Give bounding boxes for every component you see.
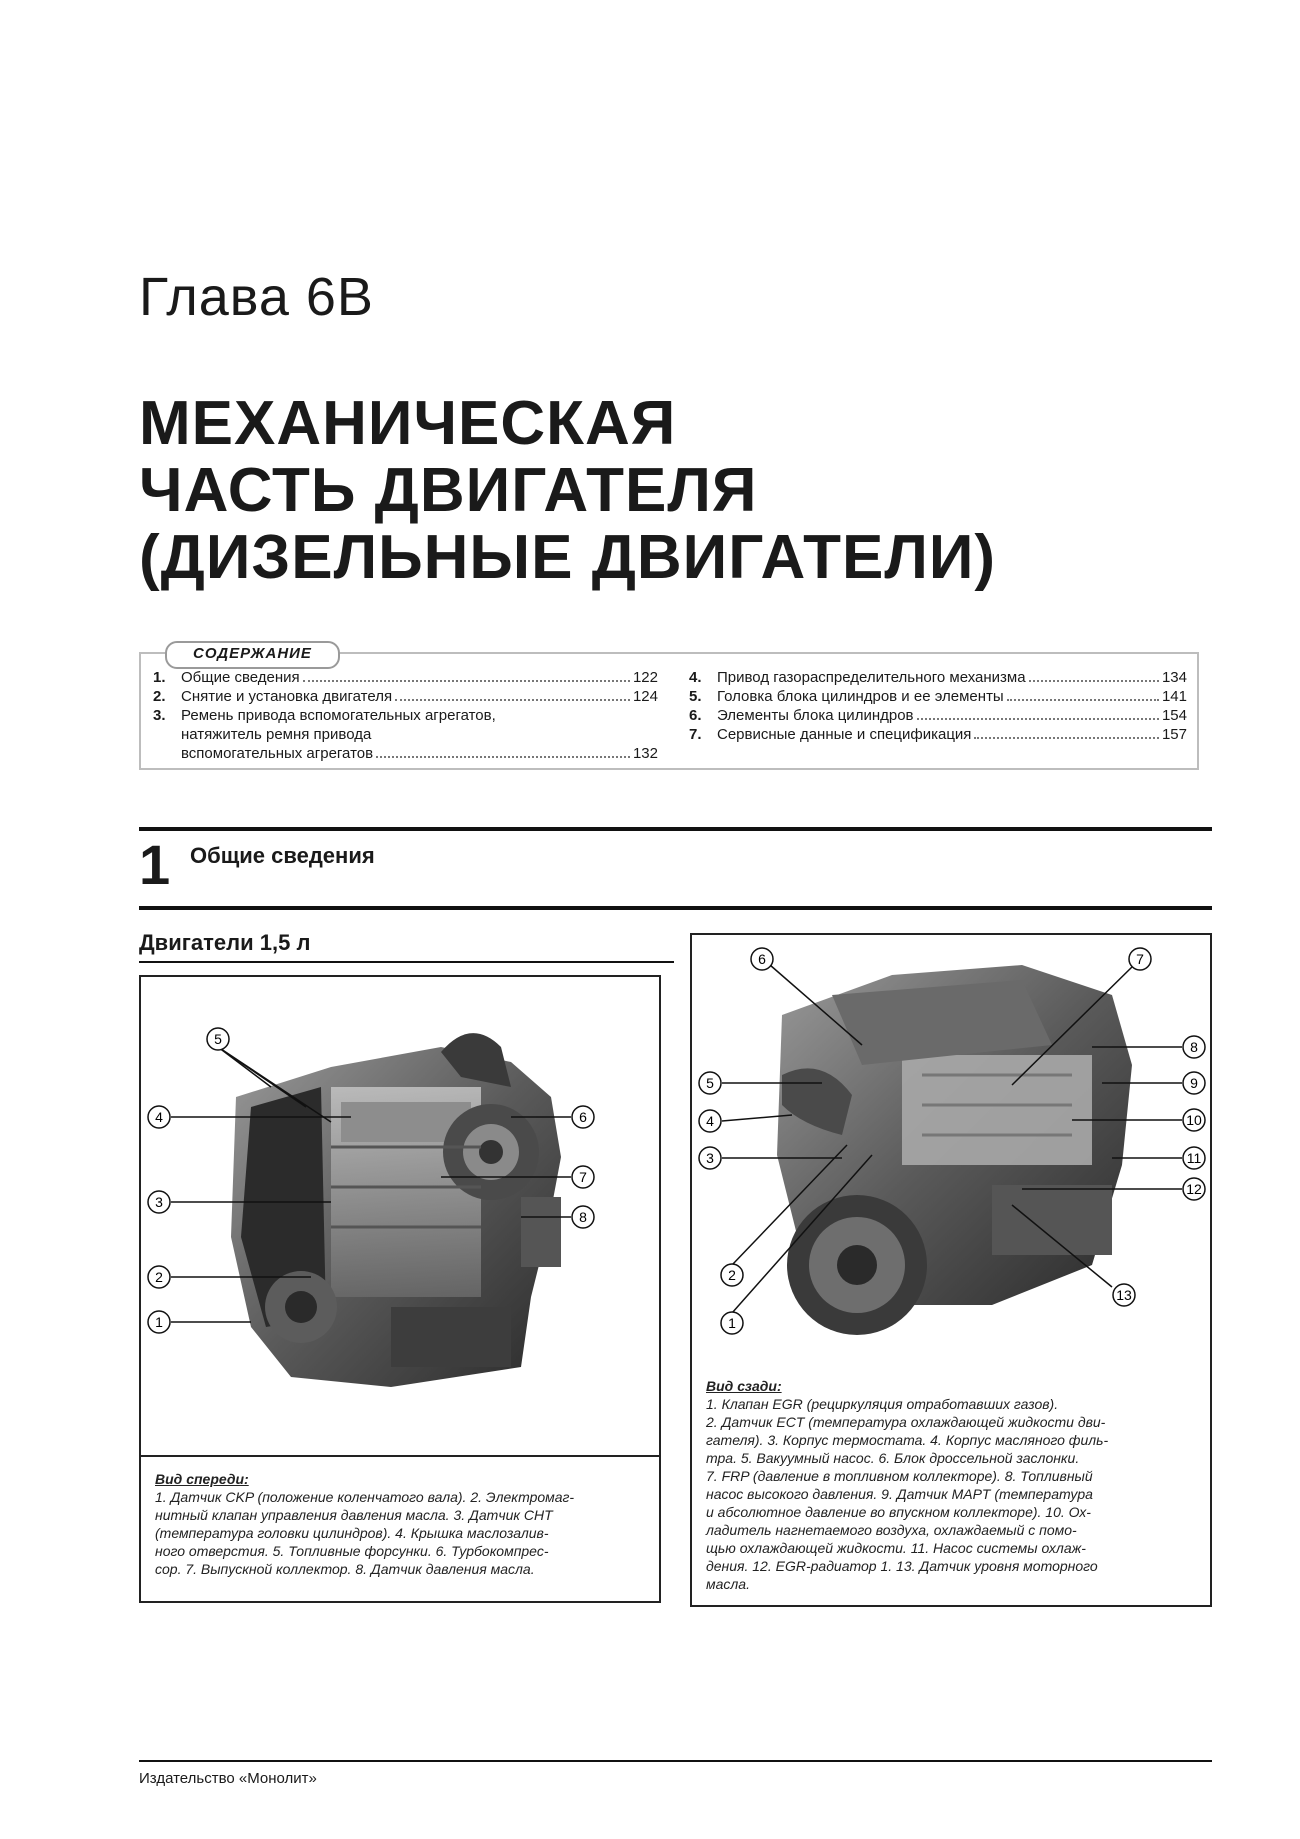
engine-body — [777, 965, 1132, 1335]
chapter-label: Глава 6В — [139, 267, 374, 327]
callout-1 — [721, 1312, 743, 1334]
svg-text:7: 7 — [1136, 951, 1144, 967]
callout-5 — [699, 1072, 721, 1094]
callout-5 — [207, 1028, 229, 1050]
callout-6 — [572, 1106, 594, 1128]
figure-rear-view — [690, 933, 1212, 1607]
callout-13 — [1113, 1284, 1135, 1306]
callout-7 — [572, 1166, 594, 1188]
engine-front-illustration — [141, 977, 659, 1455]
table-of-contents — [139, 645, 1199, 770]
callout-2 — [721, 1264, 743, 1286]
figure-rear-caption: Вид сзади: 1. Клапан EGR (рециркуляция отработавших газов). 2. Датчик ECT (температура охлаждающей жидкости дви- гателя). 3. Корпус термостата. 4. Корпус масляного филь- тра. 5. Вакуумный насос. 6. Блок дроссельной заслонки. 7. FRP (давление в топливном коллекторе). 8. Топливный насос высокого давления. 9. Датчик MAPT (температура и абсолютное давление во впускном коллекторе). 10. Ох- ладитель нагнетаемого воздуха, охлаждаемый с помо- щью охлаждающей жидкости. 11. Насос системы охлаж- дения. 12. EGR-радиатор 1. 13. Датчик уровня моторного масла. — [706, 1378, 1109, 1592]
chapter-title — [139, 390, 996, 591]
svg-text:13: 13 — [1116, 1287, 1132, 1303]
svg-text:8: 8 — [579, 1209, 587, 1225]
toc-entry[interactable]: 1. Общие сведения 122 — [153, 669, 658, 686]
section-rule-top — [139, 827, 1212, 831]
chapter-title-line: МЕХАНИЧЕСКАЯ — [139, 389, 677, 458]
figure-front-caption: Вид спереди: 1. Датчик CKP (положение коленчатого вала). 2. Электромаг- нитный клапан управления давления масла. 3. Датчик CHT (температура головки цилиндров). 4. Крышка маслозалив- ного отверстия. 5. Топливные форсунки. 6. Турбокомпрес- сор. 7. Выпускной коллектор. 8. Датчик давления масла. — [155, 1471, 575, 1577]
callout-4 — [148, 1106, 170, 1128]
callout-10 — [1183, 1109, 1205, 1131]
chapter-title-line: (ДИЗЕЛЬНЫЕ ДВИГАТЕЛИ) — [139, 523, 997, 592]
svg-text:3: 3 — [706, 1150, 714, 1166]
callout-9 — [1183, 1072, 1205, 1094]
svg-text:4: 4 — [706, 1113, 714, 1129]
section-rule-bottom — [139, 906, 1212, 910]
subsection-title: Двигатели 1,5 л — [139, 930, 311, 955]
callout-3 — [699, 1147, 721, 1169]
svg-text:2: 2 — [155, 1269, 163, 1285]
callout-3 — [148, 1191, 170, 1213]
callout-8 — [1183, 1036, 1205, 1058]
svg-text:9: 9 — [1190, 1075, 1198, 1091]
svg-text:7: 7 — [579, 1169, 587, 1185]
toc-entry[interactable]: 5. Головка блока цилиндров и ее элементы 141 — [689, 688, 1187, 705]
footer-rule — [139, 1760, 1212, 1762]
toc-entry[interactable]: 4. Привод газораспределительного механизма 134 — [689, 669, 1187, 686]
toc-entry[interactable]: 3. Ремень привода вспомогательных агрегатов, натяжитель ремня привода вспомогательных агрегатов 132 — [153, 707, 658, 762]
svg-text:2: 2 — [728, 1267, 736, 1283]
svg-text:11: 11 — [1186, 1150, 1202, 1166]
svg-text:1: 1 — [728, 1315, 736, 1331]
toc-entry[interactable]: 2. Снятие и установка двигателя 124 — [153, 688, 658, 705]
svg-text:5: 5 — [706, 1075, 714, 1091]
engine-body — [231, 1033, 561, 1387]
toc-column-right — [689, 668, 1187, 744]
callout-1 — [148, 1311, 170, 1333]
svg-text:8: 8 — [1190, 1039, 1198, 1055]
figure-front-view — [139, 975, 661, 1603]
callout-12 — [1183, 1178, 1205, 1200]
figure-caption-divider — [141, 1455, 659, 1457]
svg-text:5: 5 — [214, 1031, 222, 1047]
callout-7 — [1129, 948, 1151, 970]
section-number: 1 — [139, 833, 171, 896]
toc-heading: СОДЕРЖАНИЕ — [165, 641, 340, 669]
toc-entry[interactable]: 7. Сервисные данные и спецификация 157 — [689, 726, 1187, 743]
callout-2 — [148, 1266, 170, 1288]
callout-6 — [751, 948, 773, 970]
toc-column-left — [153, 668, 658, 763]
toc-entry[interactable]: 6. Элементы блока цилиндров 154 — [689, 707, 1187, 724]
svg-text:12: 12 — [1186, 1181, 1202, 1197]
section-title: Общие сведения — [190, 843, 375, 868]
subsection-rule — [139, 961, 674, 963]
callout-8 — [572, 1206, 594, 1228]
callout-4 — [699, 1110, 721, 1132]
svg-text:3: 3 — [155, 1194, 163, 1210]
svg-text:10: 10 — [1186, 1112, 1202, 1128]
svg-text:1: 1 — [155, 1314, 163, 1330]
svg-text:6: 6 — [579, 1109, 587, 1125]
callout-11 — [1183, 1147, 1205, 1169]
svg-text:4: 4 — [155, 1109, 163, 1125]
chapter-title-line: ЧАСТЬ ДВИГАТЕЛЯ — [139, 456, 758, 525]
publisher-footer: Издательство «Монолит» — [139, 1770, 317, 1787]
engine-rear-illustration — [692, 935, 1210, 1375]
svg-text:6: 6 — [758, 951, 766, 967]
